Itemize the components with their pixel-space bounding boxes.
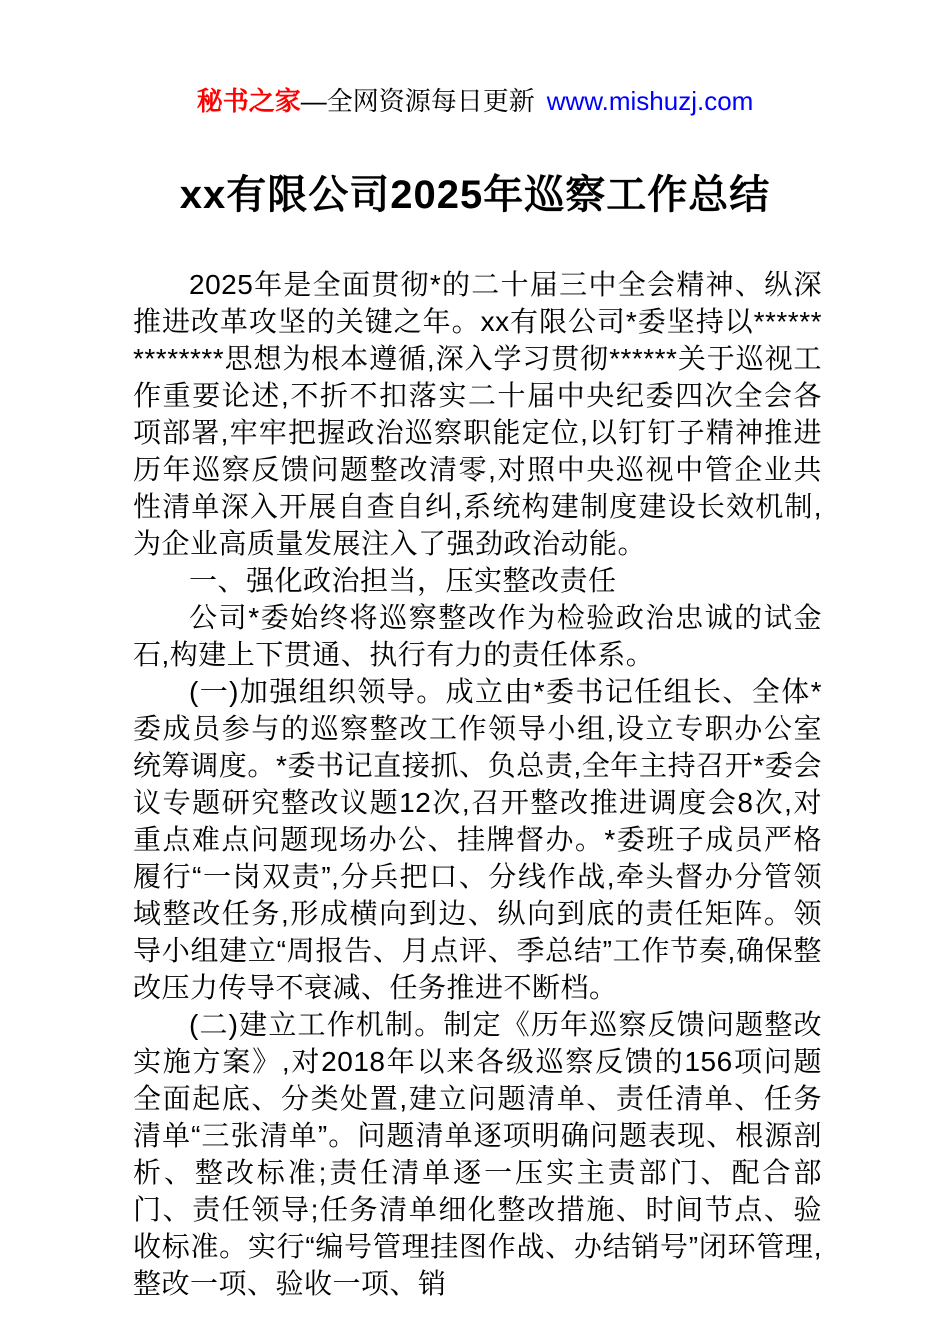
paragraph: 公司*委始终将巡察整改作为检验政治忠诚的试金石,构建上下贯通、执行有力的责任体系。 — [133, 602, 822, 670]
paragraph: (二)建立工作机制。制定《历年巡察反馈问题整改实施方案》,对2018年以来各级巡察反馈的156项问题全面起底、分类处置,建立问题清单、责任清单、任务清单“三张清单”。问题清单逐项明确问题表现、根源剖析、整改标准;责任清单逐一压实主责部门、配合部门、责任领导;任务清单细化整改措施、时间节点、验收标准。实行“编号管理挂图作战、办结销号”闭环管理,整改一项、验收一项、销 — [133, 1009, 822, 1299]
site-brand: 秘书之家 — [196, 86, 301, 116]
site-url-link[interactable]: www.mishuzj.com — [546, 86, 754, 116]
header-separator: — — [300, 86, 327, 116]
header-tagline: 全网资源每日更新 — [326, 86, 535, 116]
document-title: xx有限公司2025年巡察工作总结 — [179, 173, 771, 217]
paragraph: (一)加强组织领导。成立由*委书记任组长、全体*委成员参与的巡察整改工作领导小组,设立专职办公室统筹调度。*委书记直接抓、负总责,全年主持召开*委会议专题研究整改议题12次,召开整改推进调度会8次,对重点难点问题现场办公、挂牌督办。*委班子成员严格履行“一岗双责”,分兵把口、分线作战,牵头督办分管领域整改任务,形成横向到边、纵向到底的责任矩阵。领导小组建立“周报告、月点评、季总结”工作节奏,确保整改压力传导不衰减、任务推进不断档。 — [133, 676, 822, 1003]
site-header — [0, 84, 950, 118]
paragraph: 2025年是全面贯彻*的二十届三中全会精神、纵深推进改革攻坚的关键之年。xx有限公司*委坚持以**************思想为根本遵循,深入学习贯彻******关于巡视工作重要论述,不折不扣落实二十届中央纪委四次全会各项部署,牢牢把握政治巡察职能定位,以钉钉子精神推进历年巡察反馈问题整改清零,对照中央巡视中管企业共性清单深入开展自查自纠,系统构建制度建设长效机制,为企业高质量发展注入了强劲政治动能。 — [133, 269, 822, 559]
section-heading: 一、强化政治担当，压实整改责任 — [189, 565, 617, 596]
document-body — [133, 266, 822, 1302]
